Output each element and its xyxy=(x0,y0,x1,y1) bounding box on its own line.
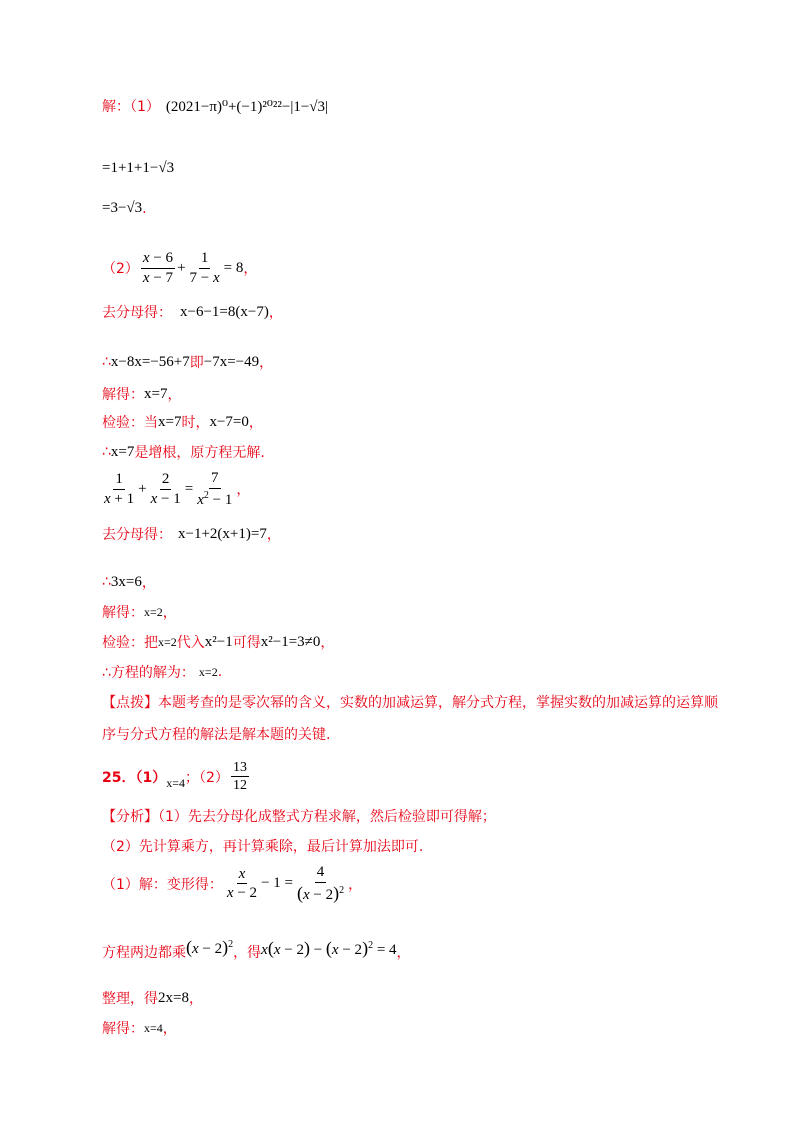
label: ∴方程的解为： xyxy=(102,665,195,681)
fraction-equation: $\frac{x - 6}{x - 7}$ + $\frac{1}{7 - x}$ = 8 xyxy=(142,250,244,286)
label: （2） xyxy=(102,261,139,277)
math-expression: =1+1+1−√3 xyxy=(102,160,175,176)
therefore-symbol: ∴ xyxy=(102,444,111,460)
math-expression: x=7 xyxy=(158,413,182,430)
math-expression: x=2 xyxy=(198,664,218,679)
label: 解得： xyxy=(102,1021,144,1037)
math-expression: −7x=−49 xyxy=(203,353,260,370)
connector: 代入 xyxy=(176,635,205,651)
tip-paragraph-line-1: 【点拨】本题考查的是零次幂的含义，实数的加减运算，解分式方程，掌握实数的加减运算的运算顺 xyxy=(102,695,718,711)
analysis-line-2: （2）先计算乘方，再计算乘除，最后计算加法即可. xyxy=(102,839,424,855)
punctuation: ， xyxy=(266,527,281,543)
punctuation: ， xyxy=(162,1021,177,1037)
solution-line-8 xyxy=(102,412,263,432)
fraction-equation: $\frac{x}{x - 2}$ − 1 = $\frac{4}{(x - 2)^2}$ xyxy=(226,864,345,903)
analysis-line-1: 【分析】（1）先去分母化成整式方程求解，然后检验即可得解； xyxy=(102,809,496,825)
punctuation: ， xyxy=(396,945,411,961)
punctuation: ， xyxy=(259,355,274,371)
solution-line-6 xyxy=(102,352,273,372)
punctuation: ， xyxy=(268,305,283,321)
punctuation: ， xyxy=(167,387,182,403)
answer-25 xyxy=(102,760,251,794)
punctuation: . xyxy=(142,200,147,217)
solution-line-3 xyxy=(102,200,147,217)
math-expression: $x(x - 2) - (x - 2)^2 = 4$ xyxy=(261,937,397,958)
math-expression: x=4 xyxy=(166,776,186,791)
therefore-symbol: ∴ xyxy=(102,354,111,370)
punctuation: ， xyxy=(320,635,335,651)
punctuation: ， xyxy=(248,415,263,431)
conclusion-text: 是增根，原方程无解. xyxy=(134,445,265,461)
fraction-equation: $\frac{1}{x + 1}$ + $\frac{2}{x - 1}$ = $\frac{7}{x^2 - 1}$ xyxy=(104,470,233,508)
math-expression: x=2 xyxy=(158,634,177,649)
label: 解：（1） xyxy=(102,99,160,115)
math-expression: x=2 xyxy=(144,604,163,619)
fraction-answer: $\frac{13}{12}$ xyxy=(232,760,247,794)
solution-line-7 xyxy=(102,384,181,404)
punctuation: ， xyxy=(162,605,177,621)
math-expression: x=4 xyxy=(144,1020,163,1035)
math-expression: x−8x=−56+7 xyxy=(110,353,190,370)
step-3 xyxy=(102,988,203,1008)
separator: ；（2） xyxy=(185,769,229,786)
connector: ，得 xyxy=(233,945,262,961)
math-expression: x=7 xyxy=(110,443,135,460)
label: 去分母得： xyxy=(102,305,172,321)
solution-line-10 xyxy=(102,470,250,508)
punctuation: ， xyxy=(348,876,363,893)
label: 解得： xyxy=(102,605,144,621)
punctuation: ， xyxy=(188,991,203,1007)
step-4 xyxy=(102,1018,177,1038)
solution-line-14 xyxy=(102,632,334,652)
label: 方程两边都乘 xyxy=(102,945,186,961)
math-expression: $(x - 2)^2$ xyxy=(186,936,234,957)
question-number: 25．（1） xyxy=(102,769,167,786)
math-expression: x²−1 xyxy=(204,633,233,650)
math-expression: (2021−π)⁰+(−1)²⁰²²−|1−√3| xyxy=(165,98,329,115)
solution-line-13 xyxy=(102,602,177,622)
math-expression: =3−√3 xyxy=(102,200,143,216)
connector: 时， xyxy=(181,415,210,431)
label: 检验：把 xyxy=(102,635,158,651)
punctuation: ， xyxy=(236,482,251,498)
solution-line-5 xyxy=(102,302,283,322)
solution-line-11 xyxy=(102,524,281,544)
math-expression: x−1+2(x+1)=7 xyxy=(178,525,267,542)
math-expression: x−7=0 xyxy=(209,413,249,430)
connector: 即 xyxy=(189,355,204,371)
label: 去分母得： xyxy=(102,527,172,543)
tip-paragraph-line-2: 序与分式方程的解法是解本题的关键. xyxy=(102,727,331,743)
connector: 可得 xyxy=(232,635,261,651)
solution-line-9 xyxy=(102,442,265,462)
label: 解得： xyxy=(102,387,144,403)
solution-line-15 xyxy=(102,662,222,682)
math-expression: x−6−1=8(x−7) xyxy=(180,303,269,320)
step-1 xyxy=(102,864,362,903)
label: 整理，得 xyxy=(102,991,158,1007)
punctuation: . xyxy=(217,664,223,680)
label: （1）解：变形得： xyxy=(102,876,223,893)
therefore-symbol: ∴ xyxy=(102,574,111,590)
math-expression: x²−1=3≠0 xyxy=(260,633,321,650)
punctuation: ， xyxy=(141,575,156,591)
label: 检验：当 xyxy=(102,415,158,431)
step-2 xyxy=(102,936,411,962)
solution-line-12 xyxy=(102,572,156,592)
solution-line-1 xyxy=(102,96,328,116)
solution-line-2 xyxy=(102,160,174,177)
solution-line-4 xyxy=(102,250,257,286)
math-expression: 2x=8 xyxy=(158,989,189,1006)
math-expression: 3x=6 xyxy=(110,573,142,590)
punctuation: ， xyxy=(243,261,258,277)
math-expression: x=7 xyxy=(144,385,168,402)
